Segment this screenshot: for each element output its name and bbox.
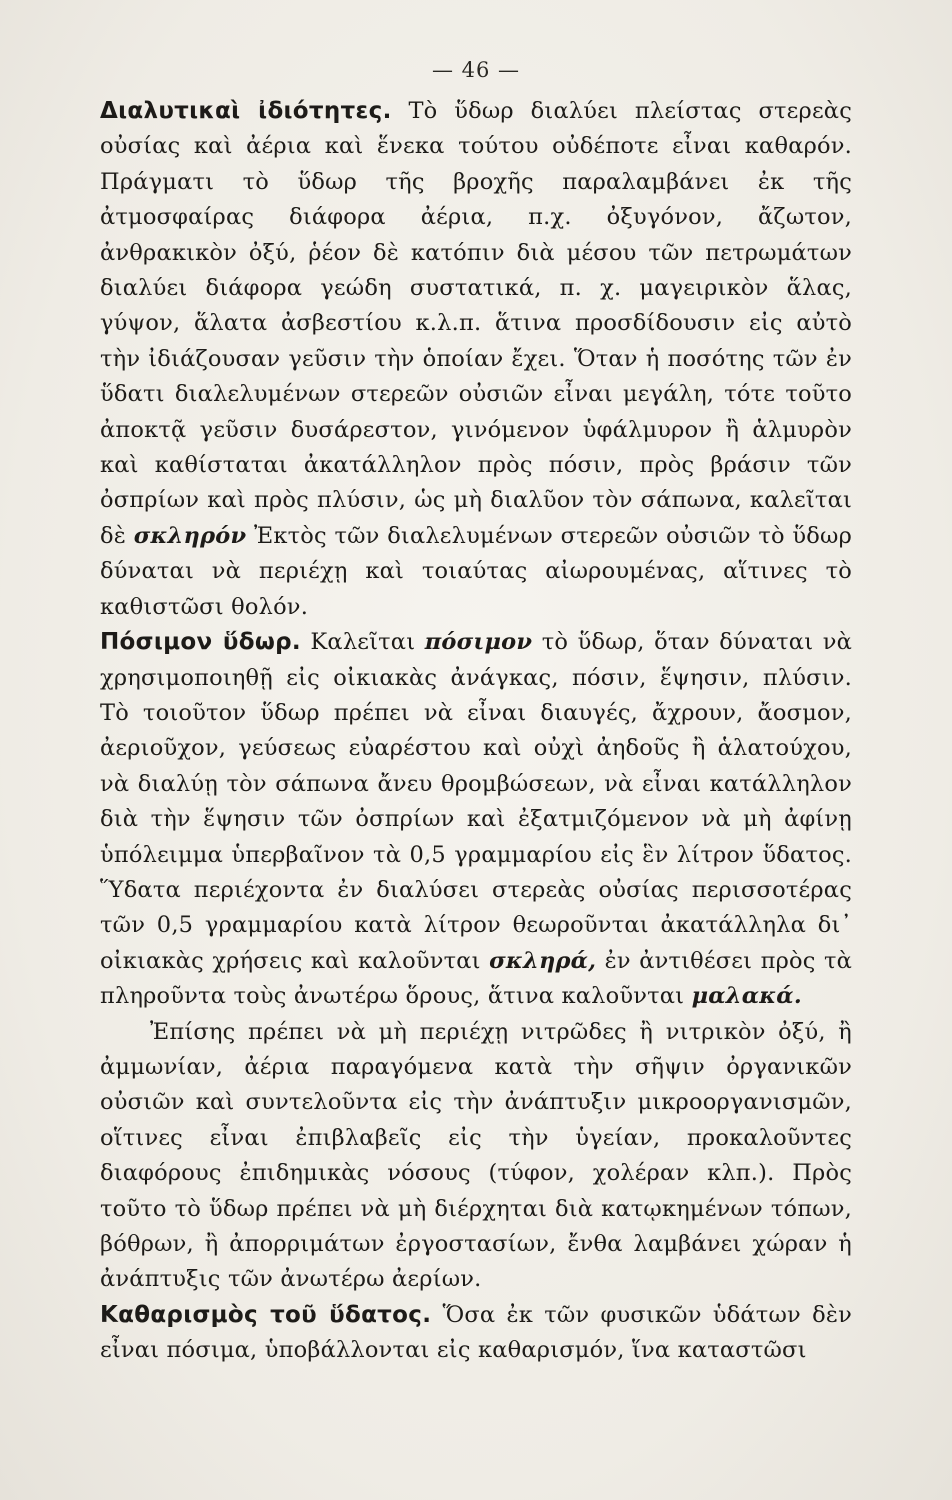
term-potable: πόσιμον <box>424 629 533 656</box>
paragraph-text: ἐν ἀντιθέσει πρὸς τὰ πληροῦντα τοὺς ἀνωτέρω ὅρους, ἅτινα καλοῦνται <box>100 947 853 1010</box>
section-heading-dissolving-properties: Διαλυτικαὶ ἰδιότητες. <box>100 98 392 124</box>
paragraph-text: Τὸ ὕδωρ διαλύει πλείστας στερεὰς οὐσίας καὶ ἀέρια καὶ ἕνεκα τούτου οὐδέποτε εἶναι καθαρόν. Πράγματι τὸ ὕδωρ τῆς βροχῆς παραλαμβάνει ἐκ τῆς ἀτμοσφαίρας διάφορα ἀέρια, π.χ. ὀξυγόνον, ἄζωτον, ἀνθρακικὸν ὀξύ, ῥέον δὲ κατόπιν διὰ μέσου τῶν πετρωμάτων διαλύει διάφορα γεώδη συστατικά, π. χ. μαγειρικὸν ἅλας, γύψον, ἅλατα ἀσβεστίου κ.λ.π. ἅτινα προσδίδουσιν εἰς αὐτὸ τὴν ἰδιάζουσαν γεῦσιν τὴν ὁποίαν ἔχει. Ὅταν ἡ ποσότης τῶν ἐν ὕδατι διαλελυμένων στερεῶν οὐσιῶν εἶναι μεγάλη, τότε τοῦτο ἀποκτᾷ γεῦσιν δυσάρεστον, γινόμενον ὑφάλμυρον ἢ ἁλμυρὸν καὶ καθίσταται ἀκατάλληλον πρὸς πόσιν, πρὸς βράσιν τῶν ὀσπρίων καὶ πρὸς πλύσιν, ὡς μὴ διαλῦον τὸν σάπωνα, καλεῖται δὲ <box>100 98 852 549</box>
paragraph-water-purification <box>100 1298 852 1369</box>
paragraph-dissolving-properties <box>100 94 852 625</box>
term-hard-plural: σκληρά, <box>489 947 597 974</box>
paragraph-text: Ἐπίσης πρέπει νὰ μὴ περιέχῃ νιτρῶδες ἢ νιτρικὸν ὀξύ, ἢ ἀμμωνίαν, ἀέρια παραγόμενα κατὰ τὴν σῆψιν ὀργανικῶν οὐσιῶν καὶ συντελοῦντα εἰς τὴν ἀνάπτυξιν μικροοργανισμῶν, οἵτινες εἶναι ἐπιβλαβεῖς εἰς τὴν ὑγείαν, προκαλοῦντες διαφόρους ἐπιδημικὰς νόσους (τύφον, χολέραν κλπ.). Πρὸς τοῦτο τὸ ὕδωρ πρέπει νὰ μὴ διέρχηται διὰ κατῳκημένων τόπων, βόθρων, ἢ ἀπορριμάτων ἐργοστασίων, ἔνθα λαμβάνει χώραν ἡ ἀνάπτυξις τῶν ἀνωτέρω ἀερίων. <box>100 1018 852 1293</box>
term-soft: μαλακά. <box>691 983 802 1010</box>
section-heading-drinking-water: Πόσιμον ὕδωρ. <box>100 629 301 656</box>
paragraph-drinking-water <box>100 625 852 1014</box>
paragraph-text: τὸ ὕδωρ, ὅταν δύναται νὰ χρησιμοποιηθῇ εἰς οἰκιακὰς ἀνάγκας, πόσιν, ἕψησιν, πλύσιν. Τὸ τοιοῦτον ὕδωρ πρέπει νὰ εἶναι διαυγές, ἄχρουν, ἄοσμον, ἀεριοῦχον, γεύσεως εὐαρέστου καὶ οὐχὶ ἀηδοῦς ἢ ἁλατούχου, νὰ διαλύῃ τὸν σάπωνα ἄνευ θρομβώσεων, νὰ εἶναι κατάλληλον διὰ τὴν ἕψησιν τῶν ὀσπρίων καὶ ἐξατμιζόμενον νὰ μὴ ἀφίνῃ ὑπόλειμμα ὑπερβαῖνον τὰ 0,5 γραμμαρίου εἰς ἓν λίτρον ὕδατος. Ὕδατα περιέχοντα ἐν διαλύσει στερεὰς οὐσίας περισσοτέρας τῶν 0,5 γραμμαρίου κατὰ λίτρον θεωροῦνται ἀκατάλληλα δι᾽ οἰκιακὰς χρήσεις καὶ καλοῦνται <box>100 629 852 974</box>
body-text <box>100 94 852 1369</box>
paragraph-contaminants <box>100 1015 852 1298</box>
page-number: — 46 — <box>431 58 521 82</box>
term-hard: σκληρόν <box>133 522 247 549</box>
section-heading-water-purification: Καθαρισμὸς τοῦ ὕδατος. <box>100 1301 432 1328</box>
paragraph-text: Ὅσα ἐκ τῶν φυσικῶν ὑδάτων δὲν εἶναι πόσιμα, ὑποβάλλονται εἰς καθαρισμόν, ἵνα καταστῶσι <box>100 1301 852 1364</box>
paragraph-text: Ἐκτὸς τῶν διαλελυμένων στερεῶν οὐσιῶν τὸ ὕδωρ δύναται νὰ περιέχῃ καὶ τοιαύτας αἰωρουμένας, αἵτινες τὸ καθιστῶσι θολόν. <box>100 522 853 620</box>
paragraph-text: Καλεῖται <box>310 629 416 656</box>
